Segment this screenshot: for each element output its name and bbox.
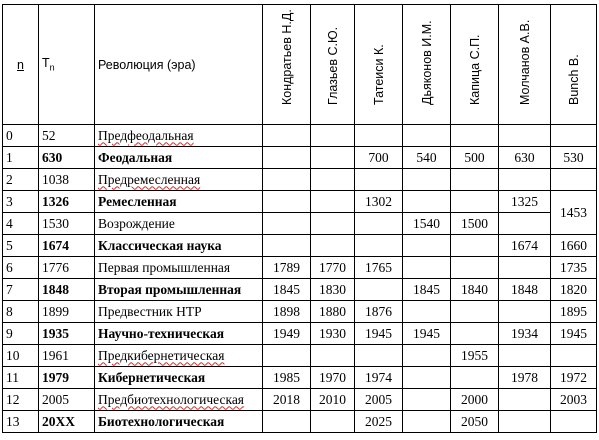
cell-value	[311, 125, 355, 147]
cell-t: 52	[39, 125, 95, 147]
cell-value	[403, 125, 451, 147]
cell-value: 2000	[451, 389, 499, 411]
cell-value: 500	[451, 147, 499, 169]
cell-value: 1898	[263, 301, 311, 323]
cell-n: 1	[3, 147, 39, 169]
table-body	[3, 125, 597, 433]
cell-value: 2010	[311, 389, 355, 411]
cell-value	[403, 191, 451, 213]
cell-value: 1540	[403, 213, 451, 235]
cell-value: 1765	[355, 257, 403, 279]
cell-n: 4	[3, 213, 39, 235]
cell-value: 1945	[403, 323, 451, 345]
cell-value	[499, 257, 551, 279]
table-row	[3, 147, 597, 169]
table-row	[3, 191, 597, 213]
cell-value: 2018	[263, 389, 311, 411]
table-row	[3, 169, 597, 191]
cell-value	[451, 367, 499, 389]
cell-value	[499, 345, 551, 367]
table-row	[3, 125, 597, 147]
cell-value: 2050	[451, 411, 499, 433]
cell-revolution: Предремесленная	[95, 169, 263, 191]
cell-t: 630	[39, 147, 95, 169]
cell-value: 1848	[499, 279, 551, 301]
cell-value	[311, 411, 355, 433]
cell-value: 530	[551, 147, 597, 169]
cell-revolution: Феодальная	[95, 147, 263, 169]
table-row	[3, 301, 597, 323]
cell-t: 1776	[39, 257, 95, 279]
cell-value: 1453	[551, 191, 597, 235]
cell-revolution: Предкибернетическая	[95, 345, 263, 367]
cell-value: 1974	[355, 367, 403, 389]
cell-revolution: Кибернетическая	[95, 367, 263, 389]
cell-value	[263, 169, 311, 191]
table-row	[3, 367, 597, 389]
cell-value: 1978	[499, 367, 551, 389]
cell-value: 1302	[355, 191, 403, 213]
cell-value: 1955	[451, 345, 499, 367]
header-author-tateisi: Татеиси К.	[355, 5, 403, 125]
cell-value: 2005	[355, 389, 403, 411]
cell-t: 1530	[39, 213, 95, 235]
cell-value	[451, 125, 499, 147]
cell-n: 5	[3, 235, 39, 257]
cell-t: 1961	[39, 345, 95, 367]
header-author-kondratiev: Кондратьев Н.Д.	[263, 5, 311, 125]
cell-value	[499, 411, 551, 433]
table-row	[3, 411, 597, 433]
cell-n: 10	[3, 345, 39, 367]
cell-value	[311, 169, 355, 191]
cell-t: 1899	[39, 301, 95, 323]
cell-n: 8	[3, 301, 39, 323]
cell-n: 11	[3, 367, 39, 389]
header-revolution: Революция (эра)	[95, 5, 263, 125]
cell-value: 1840	[451, 279, 499, 301]
cell-value	[403, 169, 451, 191]
table-row	[3, 279, 597, 301]
cell-value: 1820	[551, 279, 597, 301]
cell-value	[355, 235, 403, 257]
cell-value: 1895	[551, 301, 597, 323]
cell-value	[551, 169, 597, 191]
cell-value	[451, 257, 499, 279]
cell-value	[551, 125, 597, 147]
cell-value: 1949	[263, 323, 311, 345]
cell-n: 3	[3, 191, 39, 213]
cell-value	[403, 367, 451, 389]
cell-value: 1970	[311, 367, 355, 389]
cell-value	[451, 235, 499, 257]
table-row	[3, 389, 597, 411]
revolutions-table	[2, 4, 597, 433]
cell-value	[311, 191, 355, 213]
cell-value	[263, 235, 311, 257]
cell-value: 1880	[311, 301, 355, 323]
cell-value: 1789	[263, 257, 311, 279]
cell-n: 9	[3, 323, 39, 345]
cell-value: 1930	[311, 323, 355, 345]
cell-n: 6	[3, 257, 39, 279]
table-row	[3, 345, 597, 367]
header-author-molchanov: Молчанов А.В.	[499, 5, 551, 125]
cell-value	[263, 147, 311, 169]
cell-value: 1770	[311, 257, 355, 279]
cell-t: 1935	[39, 323, 95, 345]
cell-value	[551, 411, 597, 433]
cell-value	[499, 301, 551, 323]
cell-value	[451, 169, 499, 191]
header-n: n	[3, 5, 39, 125]
cell-revolution: Биотехнологическая	[95, 411, 263, 433]
cell-value: 1735	[551, 257, 597, 279]
cell-value: 1674	[499, 235, 551, 257]
cell-revolution: Научно-техническая	[95, 323, 263, 345]
cell-revolution: Ремесленная	[95, 191, 263, 213]
cell-value: 630	[499, 147, 551, 169]
cell-value: 1845	[263, 279, 311, 301]
cell-value: 540	[403, 147, 451, 169]
cell-value: 1934	[499, 323, 551, 345]
cell-t: 1848	[39, 279, 95, 301]
cell-n: 13	[3, 411, 39, 433]
cell-value: 1500	[451, 213, 499, 235]
cell-value	[499, 169, 551, 191]
cell-value	[403, 301, 451, 323]
cell-n: 12	[3, 389, 39, 411]
cell-n: 2	[3, 169, 39, 191]
cell-value	[311, 147, 355, 169]
cell-revolution: Первая промышленная	[95, 257, 263, 279]
cell-t: 1979	[39, 367, 95, 389]
cell-value: 1830	[311, 279, 355, 301]
cell-t: 1674	[39, 235, 95, 257]
cell-value	[355, 169, 403, 191]
header-t: $T_n$	[39, 5, 95, 125]
cell-value	[499, 125, 551, 147]
cell-value	[263, 213, 311, 235]
cell-value	[355, 279, 403, 301]
cell-revolution: Возрождение	[95, 213, 263, 235]
table-row	[3, 257, 597, 279]
cell-revolution: Классическая наука	[95, 235, 263, 257]
cell-value	[403, 257, 451, 279]
cell-value: 1945	[551, 323, 597, 345]
cell-n: 0	[3, 125, 39, 147]
cell-value: 1325	[499, 191, 551, 213]
cell-value: 1972	[551, 367, 597, 389]
cell-value	[263, 411, 311, 433]
cell-value	[403, 235, 451, 257]
cell-value	[403, 389, 451, 411]
header-author-kapitsa: Капица С.П.	[451, 5, 499, 125]
cell-value: 1876	[355, 301, 403, 323]
cell-value	[311, 235, 355, 257]
cell-value: 2025	[355, 411, 403, 433]
cell-value	[451, 191, 499, 213]
cell-value	[355, 125, 403, 147]
table-row	[3, 235, 597, 257]
cell-revolution: Предвестник НТР	[95, 301, 263, 323]
cell-value	[311, 213, 355, 235]
cell-value: 700	[355, 147, 403, 169]
cell-value	[263, 345, 311, 367]
header-author-bunch: Bunch B.	[551, 5, 597, 125]
header-row	[3, 5, 597, 125]
cell-n: 7	[3, 279, 39, 301]
cell-value	[311, 345, 355, 367]
header-author-glazyev: Глазьев С.Ю.	[311, 5, 355, 125]
cell-t: 1038	[39, 169, 95, 191]
cell-value: 2003	[551, 389, 597, 411]
cell-value	[355, 213, 403, 235]
cell-value	[263, 191, 311, 213]
table-row	[3, 213, 597, 235]
cell-revolution: Вторая промышленная	[95, 279, 263, 301]
cell-value	[551, 345, 597, 367]
cell-value	[451, 323, 499, 345]
cell-value	[403, 411, 451, 433]
header-author-dyakonov: Дьяконов И.М.	[403, 5, 451, 125]
cell-value	[263, 125, 311, 147]
cell-value	[499, 213, 551, 235]
cell-value	[451, 301, 499, 323]
cell-t: 20XX	[39, 411, 95, 433]
cell-value	[355, 345, 403, 367]
cell-value: 1945	[355, 323, 403, 345]
cell-t: 2005	[39, 389, 95, 411]
cell-value: 1845	[403, 279, 451, 301]
cell-value	[403, 345, 451, 367]
cell-value: 1660	[551, 235, 597, 257]
cell-value: 1985	[263, 367, 311, 389]
cell-revolution: Предфеодальная	[95, 125, 263, 147]
cell-revolution: Предбиотехнологическая	[95, 389, 263, 411]
table-row	[3, 323, 597, 345]
cell-value	[499, 389, 551, 411]
cell-t: 1326	[39, 191, 95, 213]
